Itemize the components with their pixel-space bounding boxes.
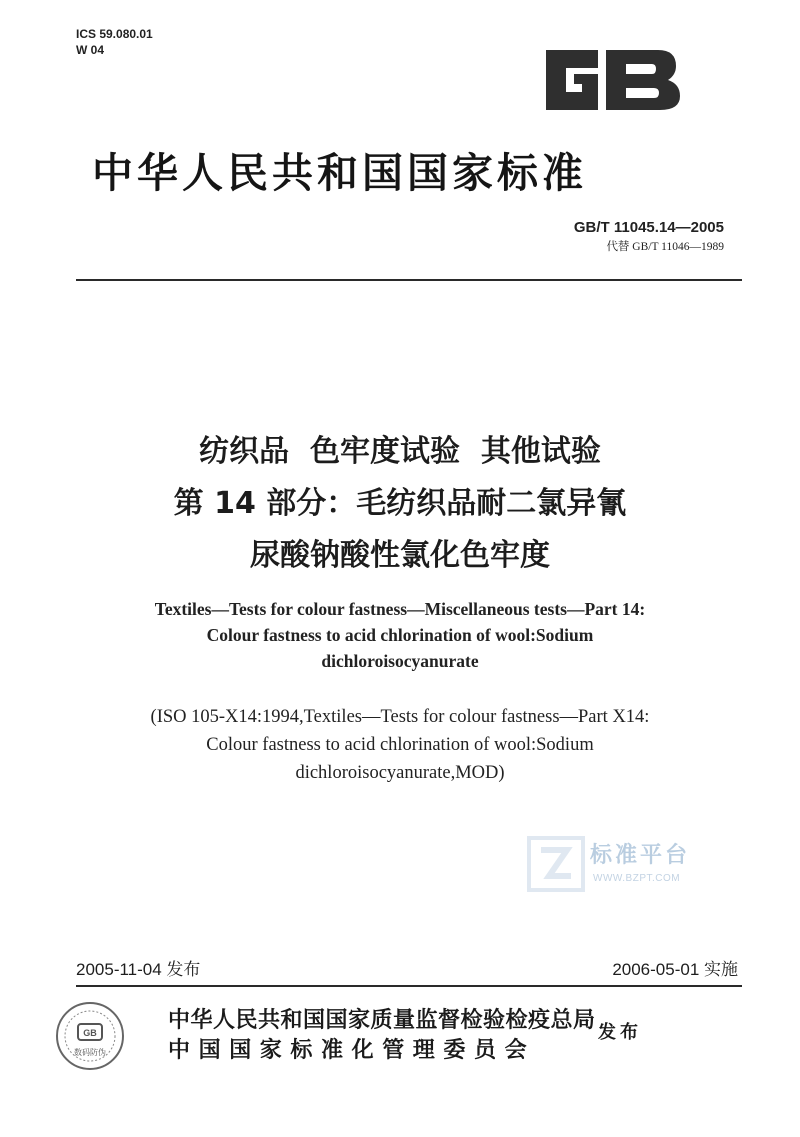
anti-counterfeit-seal (54, 1000, 126, 1076)
watermark-url: WWW.BZPT.COM (593, 873, 681, 884)
iso-reference-line-3: dichloroisocyanurate,MOD) (295, 763, 505, 783)
replaces-standard: 代替 GB/T 11046—1989 (606, 241, 724, 253)
standard-number: GB/T 11045.14—2005 (573, 219, 724, 236)
issuer-aqsiq: 中华人民共和国国家质量监督检验检疫总局 (168, 1008, 596, 1033)
svg-text:GB: GB (83, 1028, 97, 1038)
watermark-logo-icon (527, 836, 585, 896)
iso-reference-line-2: Colour fastness to acid chlorination of wool:Sodium (206, 735, 594, 755)
watermark-text: 标准平台 (590, 843, 691, 868)
seal-text: 数码防伪 (74, 1048, 106, 1057)
ccs-code: W 04 (76, 43, 105, 57)
org-title: 中华人民共和国国家标准 (92, 149, 587, 197)
classification-codes (76, 26, 153, 58)
en-title-line-1: Textiles—Tests for colour fastness—Miscellaneous tests—Part 14: (154, 599, 646, 619)
publish-label: 发布 (598, 1022, 642, 1043)
en-title-line-2: Colour fastness to acid chlorination of wool:Sodium (206, 625, 594, 645)
en-title-line-3: dichloroisocyanurate (321, 651, 479, 671)
bottom-divider (76, 985, 742, 987)
issuer-sac: 中国国家标准化管理委员会 (168, 1038, 536, 1063)
iso-reference-line-1: (ISO 105-X14:1994,Textiles—Tests for colour fastness—Part X14: (150, 707, 650, 727)
gb-logo-icon (540, 42, 700, 118)
gb-logo (540, 42, 700, 122)
publish-date: 2005-11-04 发布 (76, 960, 201, 979)
effective-date: 2006-05-01 实施 (612, 960, 738, 979)
cn-title-line-2: 第 14 部分：毛纺织品耐二氯异氰 (173, 486, 627, 521)
cn-title-line-3: 尿酸钠酸性氯化色牢度 (250, 538, 550, 573)
ics-code: ICS 59.080.01 (76, 27, 153, 41)
cn-title-line-1: 纺织品 色牢度试验 其他试验 (199, 434, 601, 469)
top-divider (76, 279, 742, 281)
seal-icon (54, 1000, 126, 1072)
